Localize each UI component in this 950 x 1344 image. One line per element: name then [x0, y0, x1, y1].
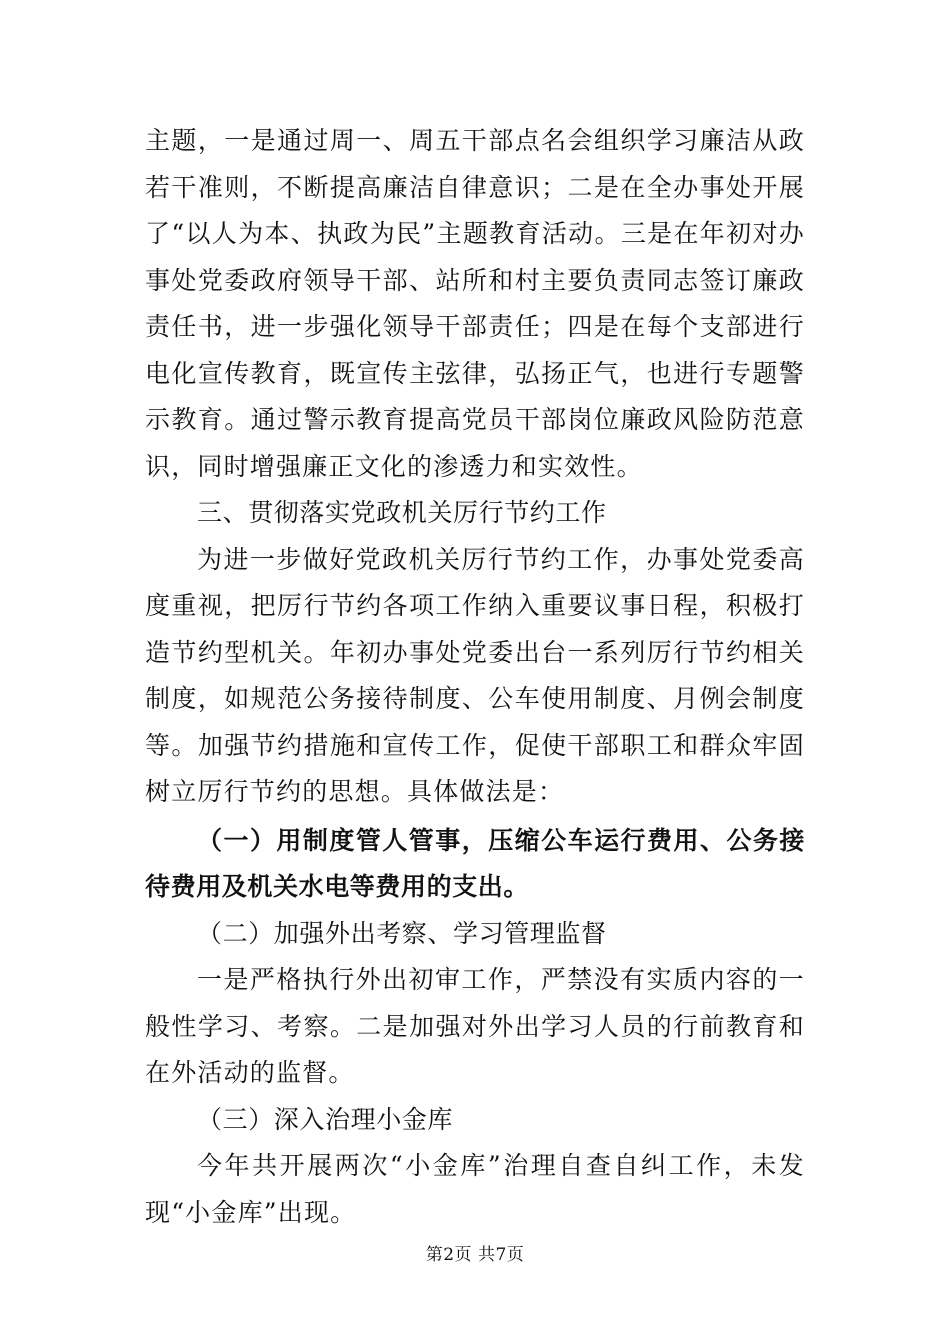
paragraph-small-treasury: 今年共开展两次“小金库”治理自查自纠工作，未发现“小金库”出现。: [145, 1151, 805, 1227]
section-heading-three: 三、贯彻落实党政机关厉行节约工作: [197, 498, 607, 527]
paragraph-theme-activities: 主题，一是通过周一、周五干部点名会组织学习廉洁从政若干准则，不断提高廉洁自律意识；二是在全办事处开展了“以人为本、执政为民”主题教育活动。三是在年初对办事处党委政府领导干部、站所和村主要负责同志签订廉政责任书，进一步强化领导干部责任；四是在每个支部进行电化宣传教育，既宣传主弦律，弘扬正气，也进行专题警示教育。通过警示教育提高党员干部岗位廉政风险防范意识，同时增强廉正文化的渗透力和实效性。: [145, 126, 805, 481]
page-number-footer: 第2页 共7页: [425, 1245, 525, 1265]
subheading-one: （一）用制度管人管事，压缩公车运行费用、公务接待费用及机关水电等费用的支出。: [145, 825, 805, 901]
document-body: [145, 118, 805, 1236]
subheading-two: （二）加强外出考察、学习管理监督: [197, 918, 607, 948]
subheading-three: （三）深入治理小金库: [197, 1104, 454, 1134]
paragraph-outbound-study: 一是严格执行外出初审工作，严禁没有实质内容的一般性学习、考察。二是加强对外出学习人员的行前教育和在外活动的监督。: [145, 965, 805, 1087]
paragraph-frugality-intro: 为进一步做好党政机关厉行节约工作，办事处党委高度重视，把厉行节约各项工作纳入重要议事日程，积极打造节约型机关。年初办事处党委出台一系列厉行节约相关制度，如规范公务接待制度、公车使用制度、月例会制度等。加强节约措施和宣传工作，促使干部职工和群众牢固树立厉行节约的思想。具体做法是：: [145, 544, 805, 806]
